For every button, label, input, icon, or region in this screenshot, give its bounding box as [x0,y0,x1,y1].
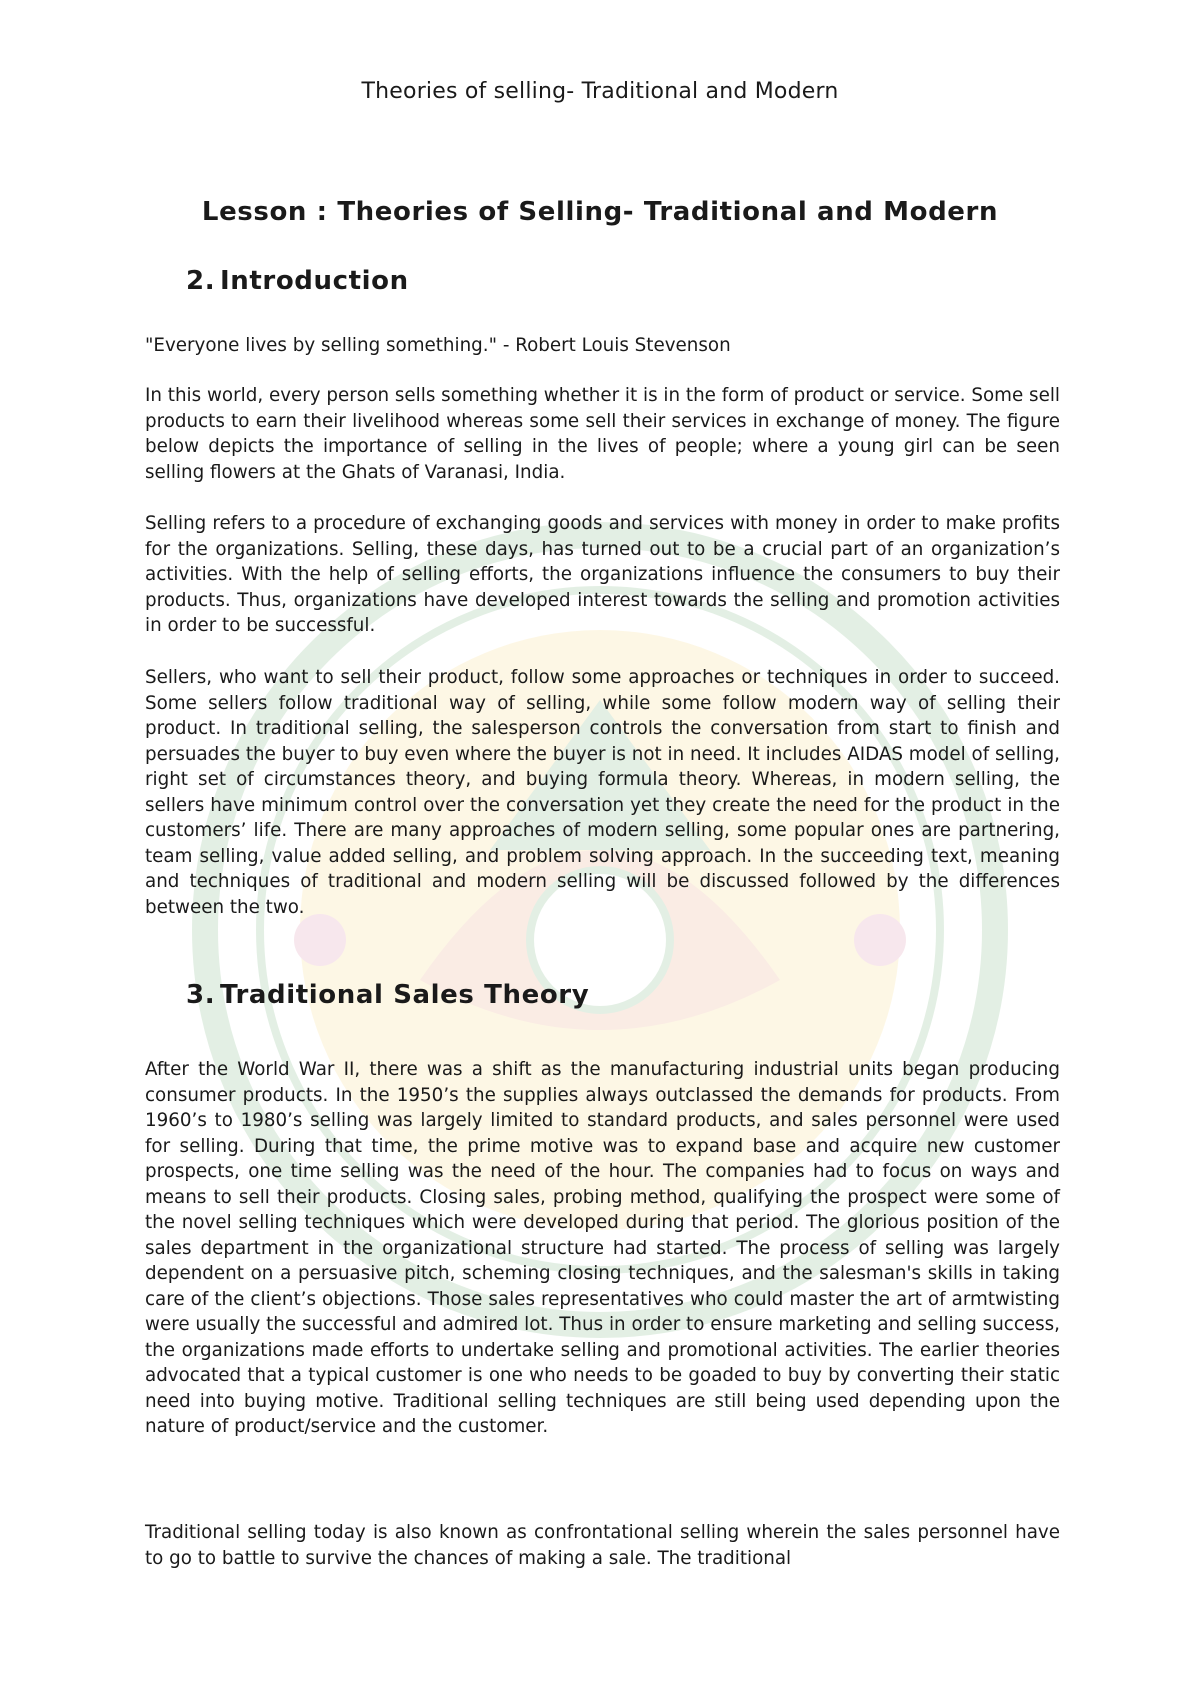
paragraph: In this world, every person sells something whether it is in the form of product or service. Some sell products to earn their livelihood whereas some sell their services in exchange of money. The figure below depicts the importance of selling in the lives of people; where a young girl can be seen selling flowers at the Ghats of Varanasi, India. [145,385,1060,483]
paragraph: Sellers, who want to sell their product, follow some approaches or techniques in order to succeed. Some sellers follow traditional way of selling, while some follow modern way of selling their product. In traditional selling, the salesperson controls the conversation from start to finish and persuades the buyer to buy even where the buyer is not in need. It includes AIDAS model of selling, right set of circumstances theory, and buying formula theory. Whereas, in modern selling, the sellers have minimum control over the conversation yet they create the need for the product in the customers’ life. There are many approaches of modern selling, some popular ones are partnering, team selling, value added selling, and problem solving approach. In the succeeding text, meaning and techniques of traditional and modern selling will be discussed followed by the differences between the two. [145,667,1060,918]
paragraph: After the World War II, there was a shift as the manufacturing industrial units began producing consumer products. In the 1950’s the supplies always outclassed the demands for products. From 1960’s to 1980’s selling was largely limited to standard products, and sales personnel were used for selling. During that time, the prime motive was to expand base and acquire new customer prospects, one time selling was the need of the hour. The companies had to focus on ways and means to sell their products. Closing sales, probing method, qualifying the prospect were some of the novel selling techniques which were developed during that period. The glorious position of the sales department in the organizational structure had started. The process of selling was largely dependent on a persuasive pitch, scheming closing techniques, and the salesman's skills in taking care of the client’s objections. Those sales representatives who could master the art of armtwisting were usually the successful and admired lot. Thus in order to ensure marketing and selling success, the organizations made efforts to undertake selling and promotional activities. The earlier theories advocated that a typical customer is one who needs to be goaded to buy by converting their static need into buying motive. Traditional selling techniques are still being used depending upon the nature of product/service and the customer. [145,1059,1060,1437]
section-number: 3. [186,980,216,1010]
paragraph: Selling refers to a procedure of exchanging goods and services with money in order to make profits for the organizations. Selling, these days, has turned out to be a crucial part of an organization’s activities. With the help of selling efforts, the organizations influence the consumers to buy their products. Thus, organizations have developed interest towards the selling and promotion activities in order to be successful. [145,513,1060,636]
section-title: Traditional Sales Theory [220,980,590,1010]
lesson-title: Lesson : Theories of Selling- Traditional and Modern [201,197,999,227]
section-heading-introduction [186,266,409,296]
running-header: Theories of selling- Traditional and Modern [361,79,839,104]
section-title: Introduction [220,266,409,296]
section-number: 2. [186,266,216,296]
section-heading-traditional-sales-theory [186,980,589,1010]
epigraph-quote: "Everyone lives by selling something." - Robert Louis Stevenson [145,335,731,356]
paragraph: Traditional selling today is also known as confrontational selling wherein the sales personnel have to go to battle to survive the chances of making a sale. The traditional [145,1522,1060,1569]
